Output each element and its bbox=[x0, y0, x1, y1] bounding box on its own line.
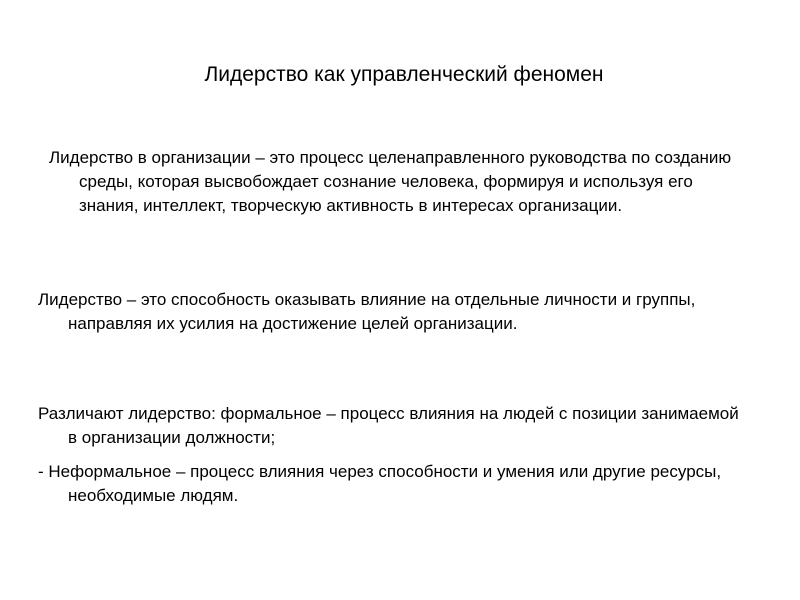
paragraph-leadership-ability: Лидерство – это способность оказывать влияние на отдельные личности и группы, направляя их усилия на достижение целей организации. bbox=[38, 290, 696, 333]
paragraph-leadership-in-organization: Лидерство в организации – это процесс целенаправленного руководства по созданию среды, которая высвобождает сознание человека, формируя и используя его знания, интеллект, творческую активность в интересах организации. bbox=[49, 148, 732, 215]
paragraph-informal-leadership: - Неформальное – процесс влияния через способности и умения или другие ресурсы, необходимые людям. bbox=[38, 462, 722, 505]
paragraph-formal-leadership: Различают лидерство: формальное – процесс влияния на людей с позиции занимаемой в организации должности; bbox=[38, 404, 739, 447]
slide-title: Лидерство как управленческий феномен bbox=[204, 63, 604, 86]
